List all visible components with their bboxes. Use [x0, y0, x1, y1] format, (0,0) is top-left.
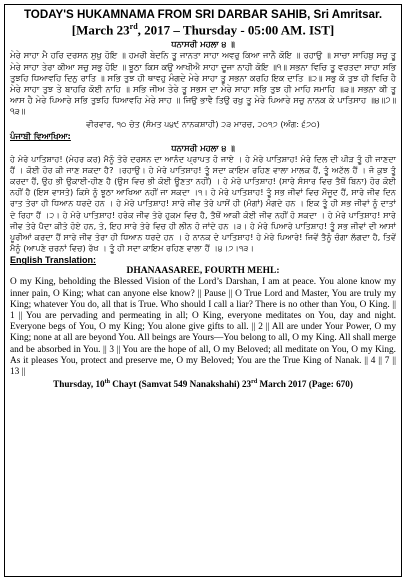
punjabi-vyakhya-text: ਹੇ ਮੇਰੇ ਪਾਤਿਸ਼ਾਹ! (ਮੇਹਰ ਕਰ) ਮੈਨੂੰ ਤੇਰੇ ਦਰਸਨ ਦਾ ਆਨੰਦ ਪ੍ਰਾਪਤ ਹੋ ਜਾਏ । ਹੇ ਮੇਰੇ ਪਾਤਿਸ਼ਾਹ! ਮੇਰੇ ਦਿਲ ਦੀ ਪੀੜ ਤੂੰ ਹੀ ਜਾਣਦਾ ਹੈਂ । ਕੋਈ ਹੋਰ ਕੀ ਜਾਣ ਸਕਦਾ ਹੈ? ।ਰਹਾਉ। ਹੇ ਮੇਰੇ ਪਾਤਿਸ਼ਾਹ! ਤੂੰ ਸਦਾ ਕਾਇਮ ਰਹਿਣ ਵਾਲਾ ਮਾਲਕ ਹੈਂ, ਤੂੰ ਅਟੱਲ ਹੈਂ । ਜੋ ਕੁਝ ਤੂੰ ਕਰਦਾ ਹੈਂ, ਉਹ ਭੀ ਉਕਾਈ-ਹੀਣ ਹੈ (ਉਸ ਵਿਚ ਭੀ ਕੋਈ ਊਣਤਾ ਨਹੀਂ) । ਹੇ ਮੇਰੇ ਪਾਤਿਸ਼ਾਹ! (ਸਾਰੇ ਸੰਸਾਰ ਵਿਚ ਤੈਥੋਂ ਬਿਨਾ) ਹੋਰ ਕੋਈ ਨਹੀਂ ਹੈ (ਇਸ ਵਾਸਤੇ) ਕਿਸੇ ਨੂੰ ਝੂਠਾ ਆਖਿਆ ਨਹੀਂ ਜਾ ਸਕਦਾ ।੧। ਹੇ ਮੇਰੇ ਪਾਤਿਸ਼ਾਹ! ਤੂੰ ਸਭ ਜੀਵਾਂ ਵਿਚ ਮੌਜੂਦ ਹੈਂ, ਸਾਰੇ ਜੀਵ ਦਿਨ ਰਾਤ ਤੇਰਾ ਹੀ ਧਿਆਨ ਧਰਦੇ ਹਨ । ਹੇ ਮੇਰੇ ਪਾਤਿਸ਼ਾਹ! ਸਾਰੇ ਜੀਵ ਤੇਰੇ ਪਾਸੋਂ ਹੀ (ਮੰਗਾਂ) ਮੰਗਦੇ ਹਨ । ਇਕ ਤੂੰ ਹੀ ਸਭ ਜੀਵਾਂ ਨੂੰ ਦਾਤਾਂ ਦੇ ਰਿਹਾ ਹੈਂ ।੨। ਹੇ ਮੇਰੇ ਪਾਤਿਸ਼ਾਹ! ਹਰੇਕ ਜੀਵ ਤੇਰੇ ਹੁਕਮ ਵਿਚ ਹੈ, ਤੈਥੋਂ ਆਕੀ ਕੋਈ ਜੀਵ ਨਹੀਂ ਹੋ ਸਕਦਾ । ਹੇ ਮੇਰੇ ਪਾਤਿਸ਼ਾਹ! ਸਾਰੇ ਜੀਵ ਤੇਰੇ ਪੈਦਾ ਕੀਤੇ ਹੋਏ ਹਨ, ਤੇ, ਇਹ ਸਾਰੇ ਤੇਰੇ ਵਿਚ ਹੀ ਲੀਨ ਹੋ ਜਾਂਦੇ ਹਨ ।੩। ਹੇ ਮੇਰੇ ਪਿਆਰੇ ਪਾਤਿਸ਼ਾਹ! ਤੂੰ ਸਭ ਜੀਵਾਂ ਦੀ ਆਸਾਂ ਪੂਰੀਆਂ ਕਰਦਾ ਹੈਂ ਸਾਰੇ ਜੀਵ ਤੇਰਾ ਹੀ ਧਿਆਨ ਧਰਦੇ ਹਨ । ਹੇ ਨਾਨਕ ਦੇ ਪਾਤਿਸ਼ਾਹ! ਹੇ ਮੇਰੇ ਪਿਆਰੇ! ਜਿਵੇਂ ਤੈਨੂੰ ਚੰਗਾ ਲੱਗਦਾ ਹੈ, ਤਿਵੇਂ ਮੈਨੂੰ (ਆਪਣੇ ਚਰਨਾਂ ਵਿਚ) ਰੱਖ । ਤੂੰ ਹੀ ਸਦਾ ਕਾਇਮ ਰਹਿਣ ਵਾਲਾ ਹੈਂ ।੪।੭।੧੩। [10, 153, 396, 254]
footer-prefix: Thursday, 10 [53, 379, 105, 390]
footer-middle: Chayt (Samvat 549 Nanakshahi) 23 [110, 379, 252, 390]
english-translation-text: O my King, beholding the Blessed Vision of the Lord’s Darshan, I am at peace. You alone know my inner pain, O King; what can anyone else know? || Pause || O True Lord and Master, You are truly my King; whatever You do, all that is True. Who should I call a liar? There is no other than You, O King. || 1 || You are pervading and permeating in all; O King, everyone meditates on You, day and night. Everyone begs of You, O my King; You alone give gifts to all. || 2 || All are under Your Power, O my King; none at all are beyond You. All beings are Yours—You belong to all, O my King. All shall merge and be absorbed in You. || 3 || You are the hope of all, O my Beloved; all meditate on You, O my King. As it pleases You, protect and preserve me, O my Beloved; You are the True King of Nanak. || 4 || 7 || 13 || [10, 277, 396, 377]
date-header-prefix: [March 23 [71, 22, 130, 38]
date-header [5, 22, 401, 38]
page-title: TODAY'S HUKAMNAMA FROM SRI DARBAR SAHIB, Sri Amritsar. [23, 8, 383, 21]
date-header-suffix: , 2017 – Thursday - 05:00 AM. IST] [137, 22, 335, 38]
footer-sup-1: th [104, 379, 110, 386]
footer-suffix: March 2017 (Page: 670) [257, 379, 353, 390]
punjabi-date-line: ਵੀਰਵਾਰ, ੧੦ ਚੇਤ (ਸੰਮਤ ੫੪੯ ਨਾਨਕਸ਼ਾਹੀ) ੨੩ ਮਾਰਚ, ੨੦੧੭ (ਅੰਗ: ੬੭੦) [86, 118, 320, 129]
footer-date-line [5, 379, 401, 389]
date-header-sup: rd [129, 22, 138, 31]
english-translation-heading: English Translation: [10, 255, 97, 266]
footer-sup-2: rd [251, 379, 258, 386]
gurbani-text: ਮੇਰੇ ਸਾਹਾ ਮੈ ਹਰਿ ਦਰਸਨ ਸੁਖੁ ਹੋਇ ॥ ਹਮਰੀ ਬੇਦਨਿ ਤੂ ਜਾਨਤਾ ਸਾਹਾ ਅਵਰੁ ਕਿਆ ਜਾਨੈ ਕੋਇ ॥ ਰਹਾਉ ॥ ਸਾਚਾ ਸਾਹਿਬੁ ਸਚੁ ਤੂ ਮੇਰੇ ਸਾਹਾ ਤੇਰਾ ਕੀਆ ਸਚੁ ਸਭੁ ਹੋਇ ॥ ਝੂਠਾ ਕਿਸ ਕਉ ਆਖੀਐ ਸਾਹਾ ਦੂਜਾ ਨਾਹੀ ਕੋਇ ॥੧॥ ਸਭਨਾ ਵਿਚਿ ਤੂ ਵਰਤਦਾ ਸਾਹਾ ਸਭਿ ਤੁਝਹਿ ਧਿਆਵਹਿ ਦਿਨੁ ਰਾਤਿ ॥ ਸਭਿ ਤੁਝ ਹੀ ਥਾਵਹੁ ਮੰਗਦੇ ਮੇਰੇ ਸਾਹਾ ਤੂ ਸਭਨਾ ਕਰਹਿ ਇਕ ਦਾਤਿ ॥੨॥ ਸਭੁ ਕੋ ਤੁਝ ਹੀ ਵਿਚਿ ਹੈ ਮੇਰੇ ਸਾਹਾ ਤੁਝ ਤੇ ਬਾਹਰਿ ਕੋਈ ਨਾਹਿ ॥ ਸਭਿ ਜੀਅ ਤੇਰੇ ਤੂ ਸਭਸ ਦਾ ਮੇਰੇ ਸਾਹਾ ਸਭਿ ਤੁਝ ਹੀ ਮਾਹਿ ਸਮਾਹਿ ॥੩॥ ਸਭਨਾ ਕੀ ਤੂ ਆਸ ਹੈ ਮੇਰੇ ਪਿਆਰੇ ਸਭਿ ਤੁਝਹਿ ਧਿਆਵਹਿ ਮੇਰੇ ਸਾਹ ॥ ਜਿਉ ਭਾਵੈ ਤਿਉ ਰਖੁ ਤੂ ਮੇਰੇ ਪਿਆਰੇ ਸਚੁ ਨਾਨਕ ਕੇ ਪਾਤਿਸਾਹ ॥੪॥੭॥੧੩॥ [10, 50, 396, 117]
hukamnama-page [4, 4, 402, 577]
gurbani-raag-title: ਧਨਾਸਰੀ ਮਹਲਾ ੪ ॥ [171, 39, 235, 50]
vyakhya-raag-title: ਧਨਾਸਰੀ ਮਹਲਾ ੪ ॥ [171, 142, 235, 153]
english-raag-title: DHANAASAREE, FOURTH MEHL: [126, 266, 280, 277]
punjabi-vyakhya-heading: ਪੰਜਾਬੀ ਵਿਆਖਿਆ: [10, 130, 71, 141]
